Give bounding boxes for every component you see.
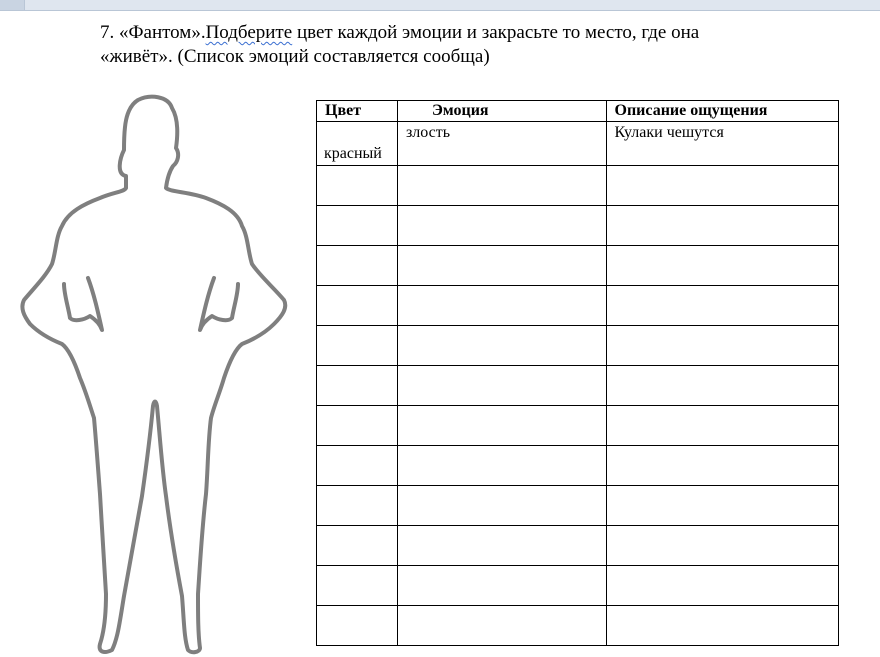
right-arm-inner-contour bbox=[200, 278, 238, 330]
table-row bbox=[317, 566, 839, 606]
table-row bbox=[317, 246, 839, 286]
cell-emotion[interactable] bbox=[397, 206, 606, 246]
table-row bbox=[317, 206, 839, 246]
table-row bbox=[317, 446, 839, 486]
cell-description[interactable] bbox=[606, 606, 838, 646]
cell-color[interactable]: красный bbox=[317, 122, 398, 166]
table-row bbox=[317, 286, 839, 326]
cell-emotion[interactable] bbox=[397, 486, 606, 526]
table-row bbox=[317, 166, 839, 206]
window-top-strip bbox=[0, 0, 880, 11]
cell-description[interactable] bbox=[606, 526, 838, 566]
cell-emotion[interactable] bbox=[397, 606, 606, 646]
table-row bbox=[317, 366, 839, 406]
header-color: Цвет bbox=[317, 101, 398, 122]
cell-emotion[interactable] bbox=[397, 166, 606, 206]
cell-description[interactable] bbox=[606, 486, 838, 526]
cell-color[interactable] bbox=[317, 326, 398, 366]
cell-emotion[interactable] bbox=[397, 566, 606, 606]
cell-emotion[interactable] bbox=[397, 526, 606, 566]
cell-color[interactable] bbox=[317, 526, 398, 566]
cell-color[interactable] bbox=[317, 486, 398, 526]
cell-description[interactable] bbox=[606, 406, 838, 446]
cell-emotion[interactable]: злость bbox=[397, 122, 606, 166]
task-instruction bbox=[100, 21, 800, 69]
cell-description[interactable] bbox=[606, 566, 838, 606]
table-header-row bbox=[317, 101, 839, 122]
header-description: Описание ощущения bbox=[606, 101, 838, 122]
cell-emotion[interactable] bbox=[397, 406, 606, 446]
cell-color[interactable] bbox=[317, 406, 398, 446]
emotions-table bbox=[316, 100, 839, 646]
window-corner-tab bbox=[0, 0, 25, 10]
cell-description[interactable] bbox=[606, 326, 838, 366]
left-arm-inner-contour bbox=[64, 278, 102, 330]
instruction-rest: цвет каждой эмоции и закрасьте то место, где она bbox=[292, 22, 700, 43]
cell-color[interactable] bbox=[317, 206, 398, 246]
cell-color[interactable] bbox=[317, 366, 398, 406]
cell-emotion[interactable] bbox=[397, 246, 606, 286]
table-row bbox=[317, 326, 839, 366]
cell-description[interactable] bbox=[606, 246, 838, 286]
cell-color[interactable] bbox=[317, 246, 398, 286]
table-row bbox=[317, 606, 839, 646]
table-row bbox=[317, 526, 839, 566]
header-emotion: Эмоция bbox=[397, 101, 606, 122]
cell-description[interactable] bbox=[606, 206, 838, 246]
human-body-outline bbox=[20, 88, 290, 657]
table-row bbox=[317, 122, 839, 166]
body-silhouette-path bbox=[22, 97, 285, 652]
table-row bbox=[317, 486, 839, 526]
instruction-prefix: 7. «Фантом». bbox=[100, 22, 206, 43]
cell-emotion[interactable] bbox=[397, 286, 606, 326]
cell-description[interactable] bbox=[606, 286, 838, 326]
cell-description[interactable] bbox=[606, 166, 838, 206]
instruction-flagged-word: Подберите bbox=[205, 22, 293, 43]
cell-emotion[interactable] bbox=[397, 326, 606, 366]
cell-description[interactable] bbox=[606, 366, 838, 406]
cell-color[interactable] bbox=[317, 446, 398, 486]
cell-emotion[interactable] bbox=[397, 446, 606, 486]
cell-emotion[interactable] bbox=[397, 366, 606, 406]
cell-color[interactable] bbox=[317, 566, 398, 606]
table-row bbox=[317, 406, 839, 446]
cell-description[interactable] bbox=[606, 446, 838, 486]
cell-description[interactable]: Кулаки чешутся bbox=[606, 122, 838, 166]
cell-color[interactable] bbox=[317, 606, 398, 646]
instruction-line2: «живёт». (Список эмоций составляется сообща) bbox=[100, 46, 490, 67]
cell-color[interactable] bbox=[317, 166, 398, 206]
cell-color[interactable] bbox=[317, 286, 398, 326]
